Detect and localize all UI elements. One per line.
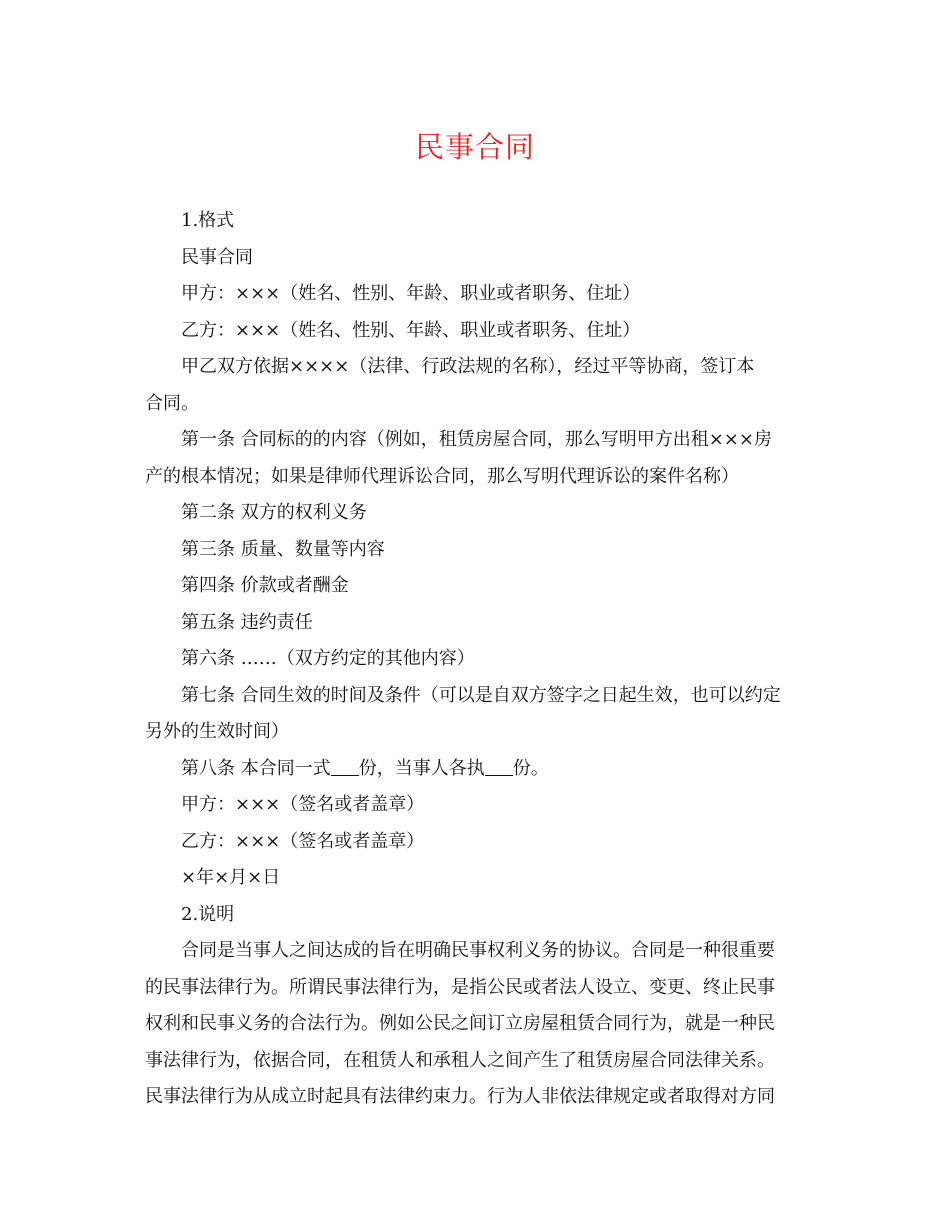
article-8-part-c: 份。 bbox=[512, 757, 549, 779]
blank-copies-each bbox=[485, 757, 513, 776]
blank-copies-total bbox=[331, 757, 359, 776]
article-4: 第四条 价款或者酬金 bbox=[181, 575, 349, 596]
signature-date: ×年×月×日 bbox=[181, 867, 281, 888]
article-8-part-b: 份，当事人各执 bbox=[358, 757, 485, 779]
explain-line-5: 民事法律行为从成立时起具有法律约束力。行为人非依法律规定或者取得对方同 bbox=[145, 1086, 775, 1107]
party-a-line: 甲方：×××（姓名、性别、年龄、职业或者职务、住址） bbox=[181, 283, 641, 304]
article-1-line-1: 第一条 合同标的的内容（例如，租赁房屋合同，那么写明甲方出租×××房 bbox=[181, 429, 772, 450]
intro-line-2: 合同。 bbox=[145, 392, 199, 414]
article-2: 第二条 双方的权利义务 bbox=[181, 502, 367, 523]
contract-name: 民事合同 bbox=[181, 246, 253, 268]
explain-line-1: 合同是当事人之间达成的旨在明确民事权利义务的协议。合同是一种很重要 bbox=[181, 940, 775, 961]
party-b-line: 乙方：×××（姓名、性别、年龄、职业或者职务、住址） bbox=[181, 319, 641, 341]
article-7-line-2: 另外的生效时间） bbox=[145, 721, 289, 742]
explain-line-4: 事法律行为，依据合同，在租赁人和承租人之间产生了租赁房屋合同法律关系。 bbox=[145, 1049, 775, 1071]
article-8 bbox=[145, 751, 805, 788]
article-5: 第五条 违约责任 bbox=[181, 611, 313, 633]
article-1-line-2: 产的根本情况；如果是律师代理诉讼合同，那么写明代理诉讼的案件名称） bbox=[145, 465, 739, 487]
explain-line-3: 权利和民事义务的合法行为。例如公民之间订立房屋租赁合同行为，就是一种民 bbox=[145, 1013, 775, 1034]
format-heading: 1.格式 bbox=[181, 210, 235, 231]
signature-party-a: 甲方：×××（签名或者盖章） bbox=[181, 794, 425, 815]
article-3: 第三条 质量、数量等内容 bbox=[181, 538, 385, 560]
signature-party-b: 乙方：×××（签名或者盖章） bbox=[181, 830, 425, 852]
explain-line-2: 的民事法律行为。所谓民事法律行为，是指公民或者法人设立、变更、终止民事 bbox=[145, 976, 775, 998]
intro-line-1: 甲乙双方依据××××（法律、行政法规的名称），经过平等协商，签订本 bbox=[181, 356, 755, 377]
document-body bbox=[145, 203, 805, 1116]
article-7-line-1: 第七条 合同生效的时间及条件（可以是自双方签字之日起生效，也可以约定 bbox=[181, 684, 781, 706]
article-6: 第六条 ……（双方约定的其他内容） bbox=[181, 648, 475, 669]
document-title: 民事合同 bbox=[414, 130, 535, 164]
article-8-part-a: 第八条 本合同一式 bbox=[181, 757, 331, 779]
explain-heading: 2.说明 bbox=[181, 903, 235, 925]
